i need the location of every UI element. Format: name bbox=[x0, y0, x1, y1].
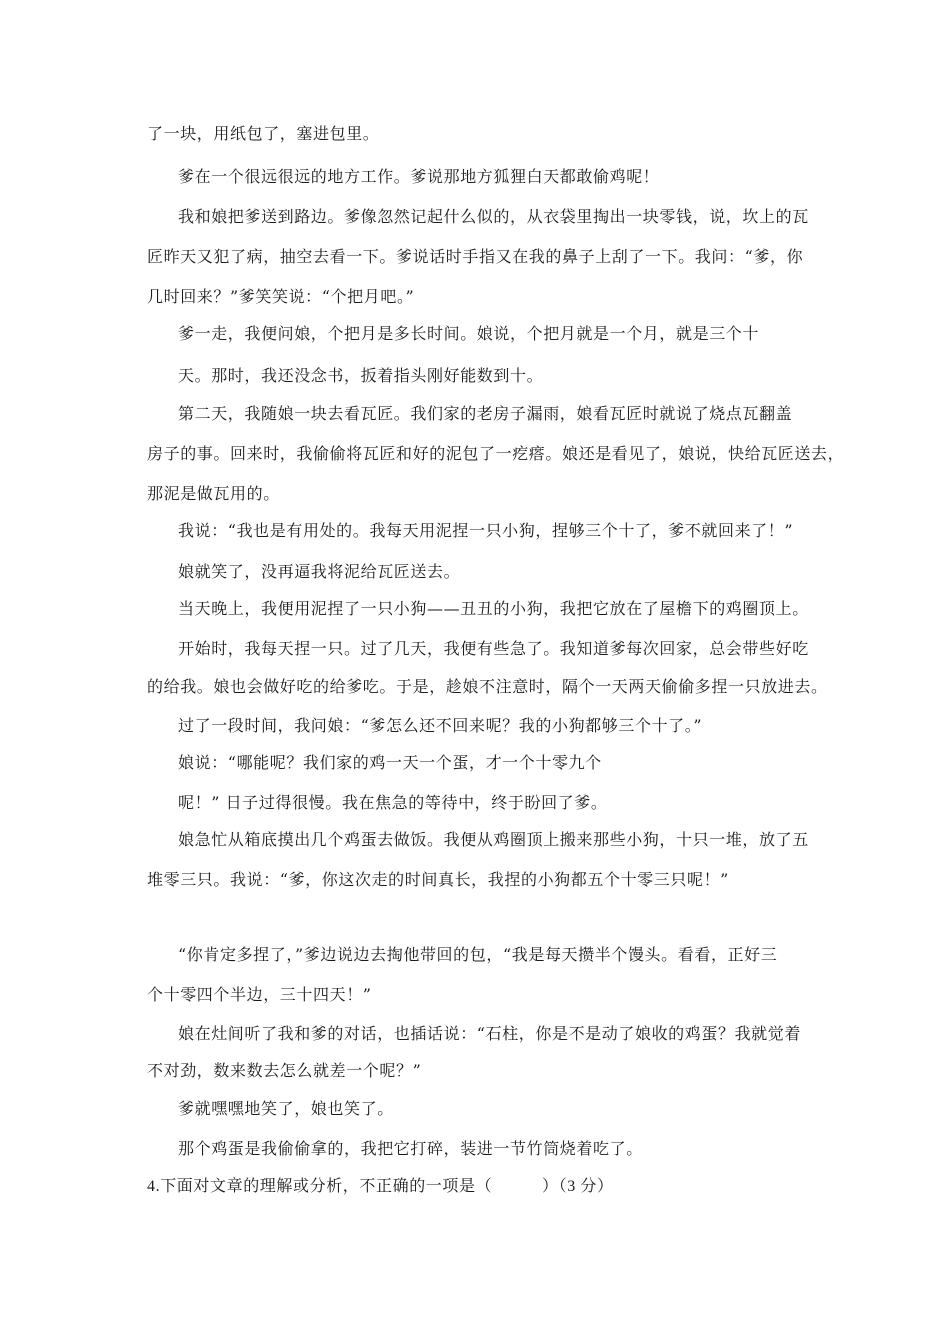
paragraph-line: 几时回来？”爹笑笑说：“个把月吧。” bbox=[147, 287, 415, 306]
paragraph-line: 当天晚上，我便用泥捏了一只小狗——丑丑的小狗，我把它放在了屋檐下的鸡圈顶上。 bbox=[178, 599, 809, 618]
paragraph-line: 娘就笑了，没再逼我将泥给瓦匠送去。 bbox=[178, 562, 461, 581]
paragraph-line: 天。那时，我还没念书，扳着指头刚好能数到十。 bbox=[178, 366, 544, 385]
paragraph-line: 那泥是做瓦用的。 bbox=[147, 484, 280, 503]
paragraph-line: 个十零四个半边，三十四天！” bbox=[147, 985, 372, 1004]
paragraph-line: 娘急忙从箱底摸出几个鸡蛋去做饭。我便从鸡圈顶上搬来那些小狗，十只一堆，放了五 bbox=[178, 830, 809, 849]
paragraph-line: 娘说：“哪能呢？我们家的鸡一天一个蛋，才一个十零九个 bbox=[178, 753, 602, 772]
paragraph-line: 那个鸡蛋是我偷偷拿的，我把它打碎，装进一节竹筒烧着吃了。 bbox=[178, 1139, 643, 1158]
paragraph-line: 爹在一个很远很远的地方工作。爹说那地方狐狸白天都敢偷鸡呢！ bbox=[178, 167, 660, 186]
paragraph-line: 呢！” 日子过得很慢。我在焦急的等待中，终于盼回了爹。 bbox=[178, 793, 608, 812]
paragraph-line: 第二天，我随娘一块去看瓦匠。我们家的老房子漏雨，娘看瓦匠时就说了烧点瓦翻盖 bbox=[178, 404, 793, 423]
question-text: 4.下面对文章的理解或分析，不正确的一项是（ bbox=[147, 1178, 493, 1195]
paragraph-line: 开始时，我每天捏一只。过了几天，我便有些急了。我知道爹每次回家，总会带些好吃 bbox=[178, 639, 809, 658]
paragraph-line: 我和娘把爹送到路边。爹像忽然记起什么似的，从衣袋里掏出一块零钱，说，坎上的瓦 bbox=[178, 207, 809, 226]
paragraph-line: 过了一段时间，我问娘：“爹怎么还不回来呢？我的小狗都够三个十了。” bbox=[178, 716, 703, 735]
paragraph-line: 爹一走，我便问娘，个把月是多长时间。娘说，个把月就是一个月，就是三个十 bbox=[178, 324, 760, 343]
paragraph-line: 了一块，用纸包了，塞进包里。 bbox=[147, 124, 380, 143]
question-score: ）（3 分） bbox=[542, 1178, 614, 1195]
paragraph-line: 的给我。娘也会做好吃的给爹吃。于是，趁娘不注意时，隔个一天两天偷偷多捏一只放进去。 bbox=[147, 677, 828, 696]
paragraph-line: 我说：“我也是有用处的。我每天用泥捏一只小狗，捏够三个十了，爹不就回来了！” bbox=[178, 521, 794, 540]
paragraph-line: 堆零三只。我说：“爹，你这次走的时间真长，我捏的小狗都五个十零三只呢！” bbox=[147, 870, 729, 889]
paragraph-line: 匠昨天又犯了病，抽空去看一下。爹说话时手指又在我的鼻子上刮了一下。我问：“爹，你 bbox=[147, 247, 804, 266]
paragraph-line: “你肯定多捏了，”爹边说边去掏他带回的包，“我是每天攒半个馒头。看看，正好三 bbox=[178, 945, 778, 964]
question-4 bbox=[147, 1177, 614, 1197]
answer-blank[interactable] bbox=[492, 1178, 542, 1195]
paragraph-line: 爹就嘿嘿地笑了，娘也笑了。 bbox=[178, 1099, 394, 1118]
paragraph-line: 娘在灶间听了我和爹的对话，也插话说：“石柱，你是不是动了娘收的鸡蛋？我就觉着 bbox=[178, 1024, 801, 1043]
paragraph-line: 房子的事。回来时，我偷偷将瓦匠和好的泥包了一疙瘩。娘还是看见了，娘说，快给瓦匠送去， bbox=[147, 444, 845, 463]
paragraph-line: 不对劲，数来数去怎么就差一个呢？” bbox=[147, 1061, 422, 1080]
